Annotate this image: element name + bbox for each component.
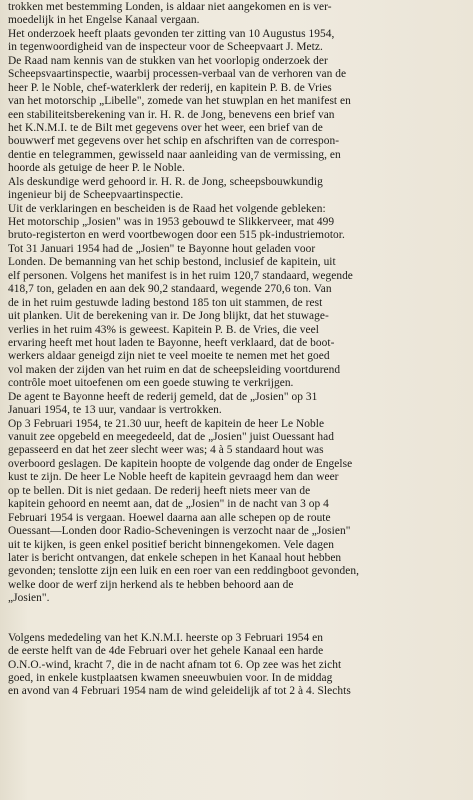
text-line: verlies in het ruim 43% is geweest. Kapitein P. B. de Vries, die veel — [8, 323, 319, 336]
text-line: ingenieur bij de Scheepvaartinspectie. — [8, 189, 184, 202]
text-line: Op 3 Februari 1954, te 21.30 uur, heeft de kapitein de heer Le Noble — [8, 417, 325, 430]
text-line: van het motorschip „Libelle", zomede van het stuwplan en het manifest en — [8, 95, 351, 108]
text-line: in tegenwoordigheid van de inspecteur voor de Scheepvaart J. Metz. — [8, 41, 323, 54]
text-line: Londen. De bemanning van het schip bestond, inclusief de kapitein, uit — [8, 256, 336, 269]
text-line: het K.N.M.I. te de Bilt met gegevens over het weer, een brief van de — [8, 121, 323, 134]
text-line: uit te kijken, is geen enkel positief bericht binnengekomen. Vele dagen — [8, 538, 334, 551]
paragraph — [8, 391, 467, 418]
text-line: Volgens mededeling van het K.N.M.I. heerste op 3 Februari 1954 en — [8, 631, 323, 644]
text-line: Tot 31 Januari 1954 had de „Josien" te Bayonne hout geladen voor — [8, 242, 316, 255]
text-line: elf personen. Volgens het manifest is in het ruim 120,7 standaard, wegende — [8, 269, 353, 282]
text-line: contrôle moet uitoefenen om een goede stuwing te verkrijgen. — [8, 377, 294, 390]
paragraph — [8, 176, 467, 203]
paragraph — [8, 418, 467, 606]
text-line: O.N.O.-wind, kracht 7, die in de nacht afnam tot 6. Op zee was het zicht — [8, 658, 342, 671]
text-line: Februari 1954 is vergaan. Hoewel daarna aan alle schepen op de route — [8, 511, 331, 524]
text-line: een stabiliteitsberekening van ir. H. R. de Jong, benevens een brief van — [8, 108, 335, 121]
paragraph — [8, 55, 467, 176]
text-line: „Josien". — [8, 592, 50, 605]
text-line: Het motorschip „Josien" was in 1953 gebouwd te Slikkerveer, mat 499 — [8, 216, 335, 228]
text-line: vol maken der zijden van het ruim en dat de scheepsleiding voortdurend — [8, 363, 341, 376]
text-line: de in het ruim gestuwde lading bestond 185 ton uit stammen, de rest — [8, 296, 323, 309]
text-line: bruto-registerton en werd voortbewogen door een 515 pk-industriemotor. — [8, 229, 345, 242]
text-line: vanuit zee opgebeld en meegedeeld, dat de „Josien" juist Ouessant had — [8, 431, 334, 443]
text-line: Scheepsvaartinspectie, waarbij processen-verbaal van de verhoren van de — [8, 68, 347, 81]
text-line: dentie en telegrammen, gewisseld naar aanleiding van de vermissing, en — [8, 148, 341, 161]
text-line: moedelijk in het Engelse Kanaal vergaan. — [8, 14, 200, 27]
text-line: 418,7 ton, geladen en aan dek 90,2 standaard, wegende 270,6 ton. Van — [8, 283, 332, 296]
text-line: welke door de werf zijn herkend als te hebben behoord aan de — [8, 578, 294, 591]
text-line: Ouessant—Londen door Radio-Scheveningen is verzocht naar de „Josien" — [8, 525, 351, 538]
text-line: goed, in enkele kustplaatsen kwamen sneeuwbuien voor. In de middag — [8, 672, 333, 684]
text-line: De agent te Bayonne heeft de rederij gemeld, dat de „Josien" op 31 — [8, 390, 318, 403]
text-line: heer P. le Noble, chef-waterklerk der rederij, en kapitein P. B. de Vries — [8, 81, 332, 94]
text-line: later is bericht ontvangen, dat enkele schepen in het Kanaal hout hebben — [8, 551, 342, 564]
text-line: Als deskundige werd gehoord ir. H. R. de Jong, scheepsbouwkundig — [8, 175, 323, 188]
paragraph — [8, 28, 467, 55]
text-line: gevonden; tenslotte zijn een luik en een roer van een reddingboot gevonden, — [8, 565, 360, 578]
text-line: werkers aldaar geneigd zijn niet te veel moeite te nemen met het goed — [8, 350, 330, 363]
paragraph — [8, 632, 467, 699]
text-line: hoorde als getuige de heer P. le Noble. — [8, 162, 185, 175]
text-line: kust te zijn. De heer Le Noble heeft de kapitein gevraagd hem dan weer — [8, 471, 339, 484]
text-line: de eerste helft van de 4de Februari over het gehele Kanaal een harde — [8, 645, 324, 658]
text-line: ervaring heeft met hout laden te Bayonne, heeft verklaard, dat de boot- — [8, 336, 335, 349]
text-line: gepasseerd en dat het zeer slecht weer was; 4 à 5 standaard hout was — [8, 444, 324, 457]
paragraph — [8, 1, 467, 28]
paragraph-spacer — [8, 606, 467, 632]
text-line: op te bellen. Dit is niet gedaan. De rederij heeft niets meer van de — [8, 484, 311, 497]
text-line: en avond van 4 Februari 1954 nam de wind geleidelijk af tot 2 à 4. Slechts — [8, 685, 351, 698]
text-line: Het onderzoek heeft plaats gevonden ter zitting van 10 Augustus 1954, — [8, 27, 335, 40]
text-line: uit planken. Uit de berekening van ir. De Jong blijkt, dat het stuwage- — [8, 310, 329, 323]
paragraph — [8, 243, 467, 391]
text-line: Uit de verklaringen en bescheiden is de Raad het volgende gebleken: — [8, 202, 326, 215]
text-line: De Raad nam kennis van de stukken van het voorlopig onderzoek der — [8, 54, 328, 67]
paragraph — [8, 203, 467, 243]
text-line: overboord geslagen. De kapitein hoopte de volgende dag onder de Engelse — [8, 457, 353, 470]
text-line: Januari 1954, te 13 uur, vandaar is vertrokken. — [8, 404, 222, 417]
text-line: trokken met bestemming Londen, is aldaar niet aangekomen en is ver- — [8, 1, 332, 13]
text-line: kapitein gehoord en neemt aan, dat de „Josien" in de nacht van 3 op 4 — [8, 498, 329, 511]
text-line: bouwwerf met gegevens over het schip en afschriften van de correspon- — [8, 135, 340, 148]
